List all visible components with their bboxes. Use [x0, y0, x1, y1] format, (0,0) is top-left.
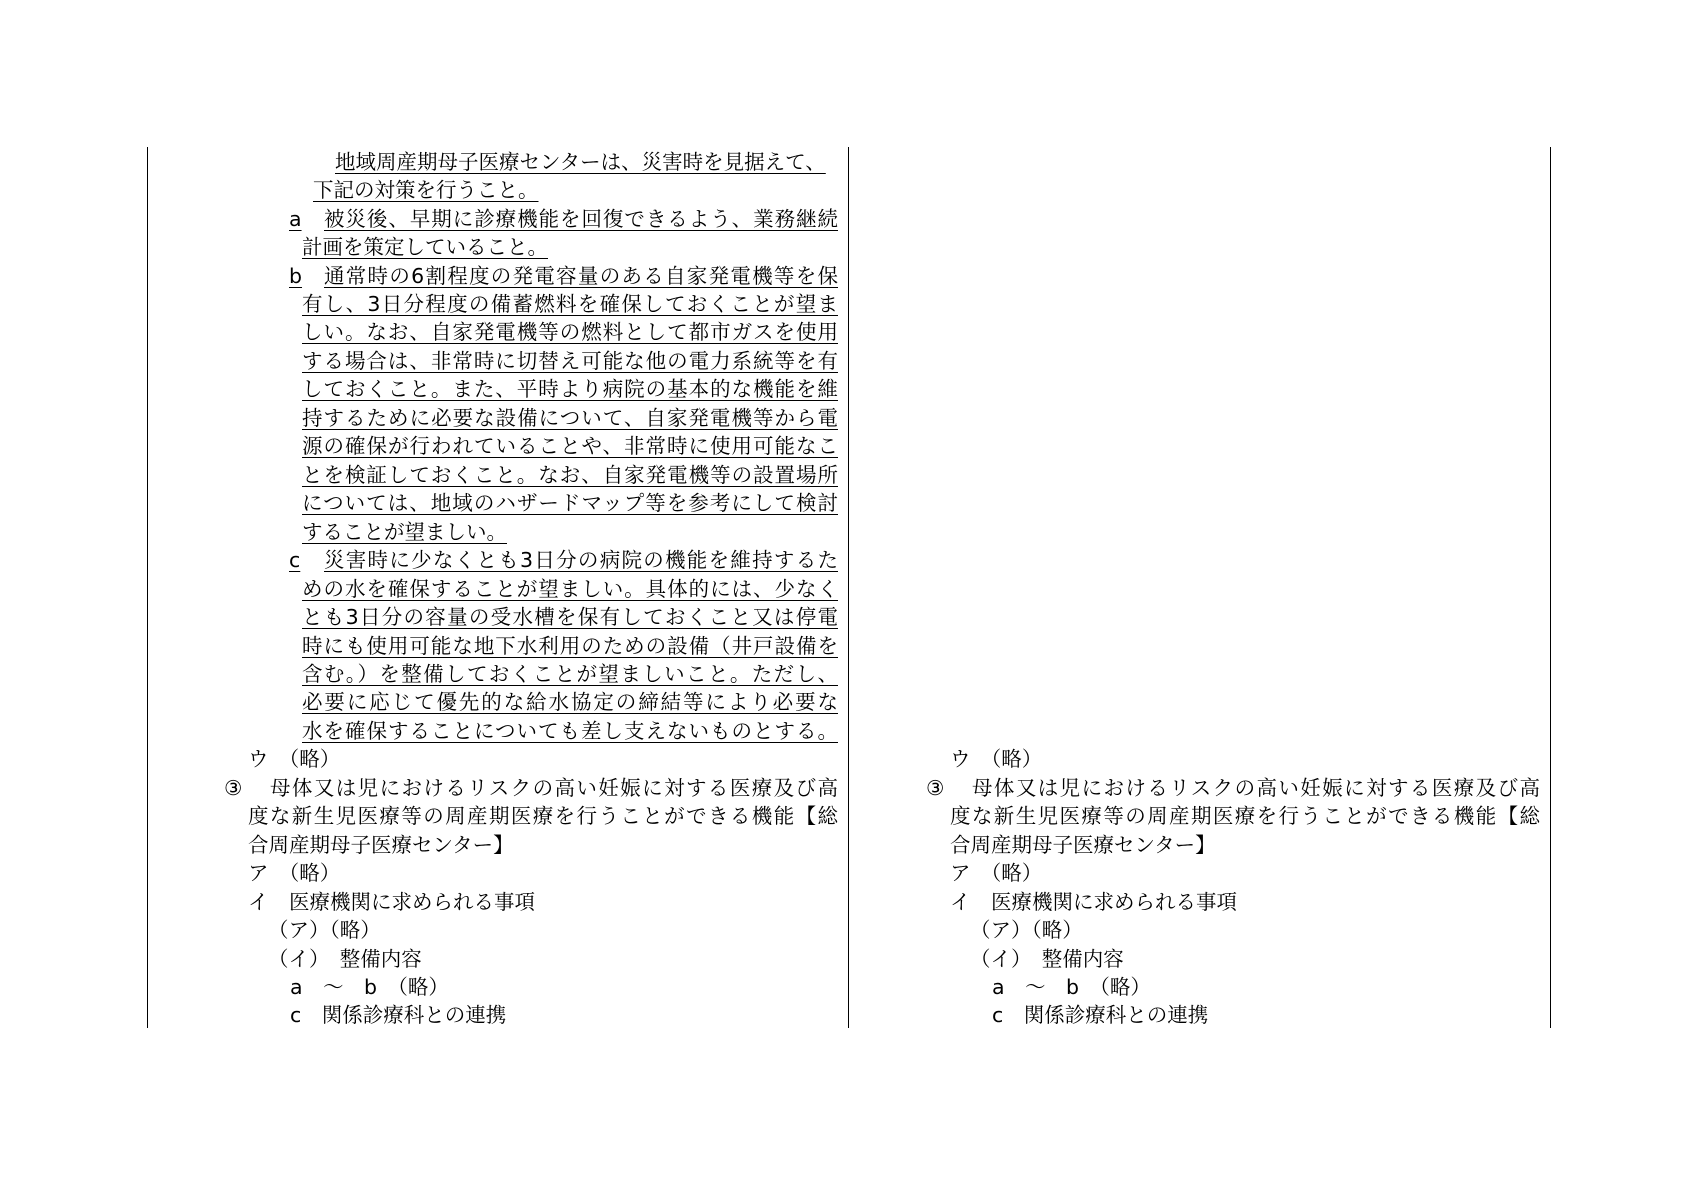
item-text-line: する場合は、非常時に切替え可能な他の電力系統等を有 — [302, 349, 838, 373]
item-marker: b — [289, 264, 303, 288]
table-border-right — [1550, 147, 1551, 1028]
sub-item-a: （ア）（略） — [268, 918, 381, 942]
item-text-line: 被災後、早期に診療機能を回復できるよう、業務継続 — [324, 207, 838, 231]
item-text-line: 通常時の6割程度の発電容量のある自家発電機等を保 — [324, 264, 838, 288]
item-text-line: 時にも使用可能な地下水利用のための設備（井戸設備を — [302, 634, 838, 658]
item-i: イ 医療機関に求められる事項 — [950, 890, 1237, 914]
sub-item-i: （イ） 整備内容 — [268, 947, 422, 971]
sub-item-a: （ア）（略） — [970, 918, 1083, 942]
item-a-b: a ～ b （略） — [992, 975, 1151, 999]
intro-line: 地域周産期母子医療センターは、災害時を見据えて、 — [335, 150, 826, 174]
item-i: イ 医療機関に求められる事項 — [248, 890, 535, 914]
item-text-line: しておくこと。また、平時より病院の基本的な機能を維 — [302, 377, 838, 401]
item-text-line: とを検証しておくこと。なお、自家発電機等の設置場所 — [302, 463, 838, 487]
item-text-line: 持するために必要な設備について、自家発電機等から電 — [302, 406, 838, 430]
item-c: c 関係診療科との連携 — [992, 1003, 1209, 1027]
item-text-line: しい。なお、自家発電機等の燃料として都市ガスを使用 — [302, 320, 838, 344]
intro-line: 下記の対策を行うこと。 — [313, 178, 539, 202]
item-a: ア （略） — [248, 861, 341, 885]
section-3-line: 合周産期母子医療センター】 — [950, 833, 1216, 857]
section-3-line: 度な新生児医療等の周産期医療を行うことができる機能【総 — [950, 804, 1540, 828]
item-text-line: については、地域のハザードマップ等を参考にして検討 — [302, 491, 838, 515]
item-marker: a — [289, 207, 302, 231]
item-a-b: a ～ b （略） — [290, 975, 449, 999]
item-text-line: 計画を策定していること。 — [302, 235, 548, 259]
item-a: ア （略） — [950, 861, 1043, 885]
item-u: ウ （略） — [950, 747, 1043, 771]
item-text-line: 災害時に少なくとも3日分の病院の機能を維持するた — [324, 548, 838, 572]
section-3-line: 度な新生児医療等の周産期医療を行うことができる機能【総 — [248, 804, 838, 828]
item-text-line: 必要に応じて優先的な給水協定の締結等により必要な — [302, 690, 838, 714]
item-text-line: 水を確保することについても差し支えないものとする。 — [302, 719, 838, 743]
item-text-line: することが望ましい。 — [302, 520, 507, 544]
section-3-line: 母体又は児におけるリスクの高い妊娠に対する医療及び高 — [270, 776, 838, 800]
item-u: ウ （略） — [248, 747, 341, 771]
item-text-line: めの水を確保することが望ましい。具体的には、少なく — [302, 577, 838, 601]
item-marker: c — [289, 548, 301, 572]
item-text-line: 有し、3日分程度の備蓄燃料を確保しておくことが望ま — [302, 292, 838, 316]
column-divider — [848, 147, 849, 1028]
section-3-line: 母体又は児におけるリスクの高い妊娠に対する医療及び高 — [972, 776, 1540, 800]
item-text-line: とも3日分の容量の受水槽を保有しておくこと又は停電 — [302, 605, 838, 629]
section-3-marker: ③ — [926, 776, 945, 800]
item-text-line: 源の確保が行われていることや、非常時に使用可能なこ — [302, 434, 838, 458]
table-border-left — [147, 147, 148, 1028]
section-3-line: 合周産期母子医療センター】 — [248, 833, 514, 857]
item-text-line: 含む。）を整備しておくことが望ましいこと。ただし、 — [302, 662, 838, 686]
sub-item-i: （イ） 整備内容 — [970, 947, 1124, 971]
item-c: c 関係診療科との連携 — [290, 1003, 507, 1027]
section-3-marker: ③ — [224, 776, 243, 800]
